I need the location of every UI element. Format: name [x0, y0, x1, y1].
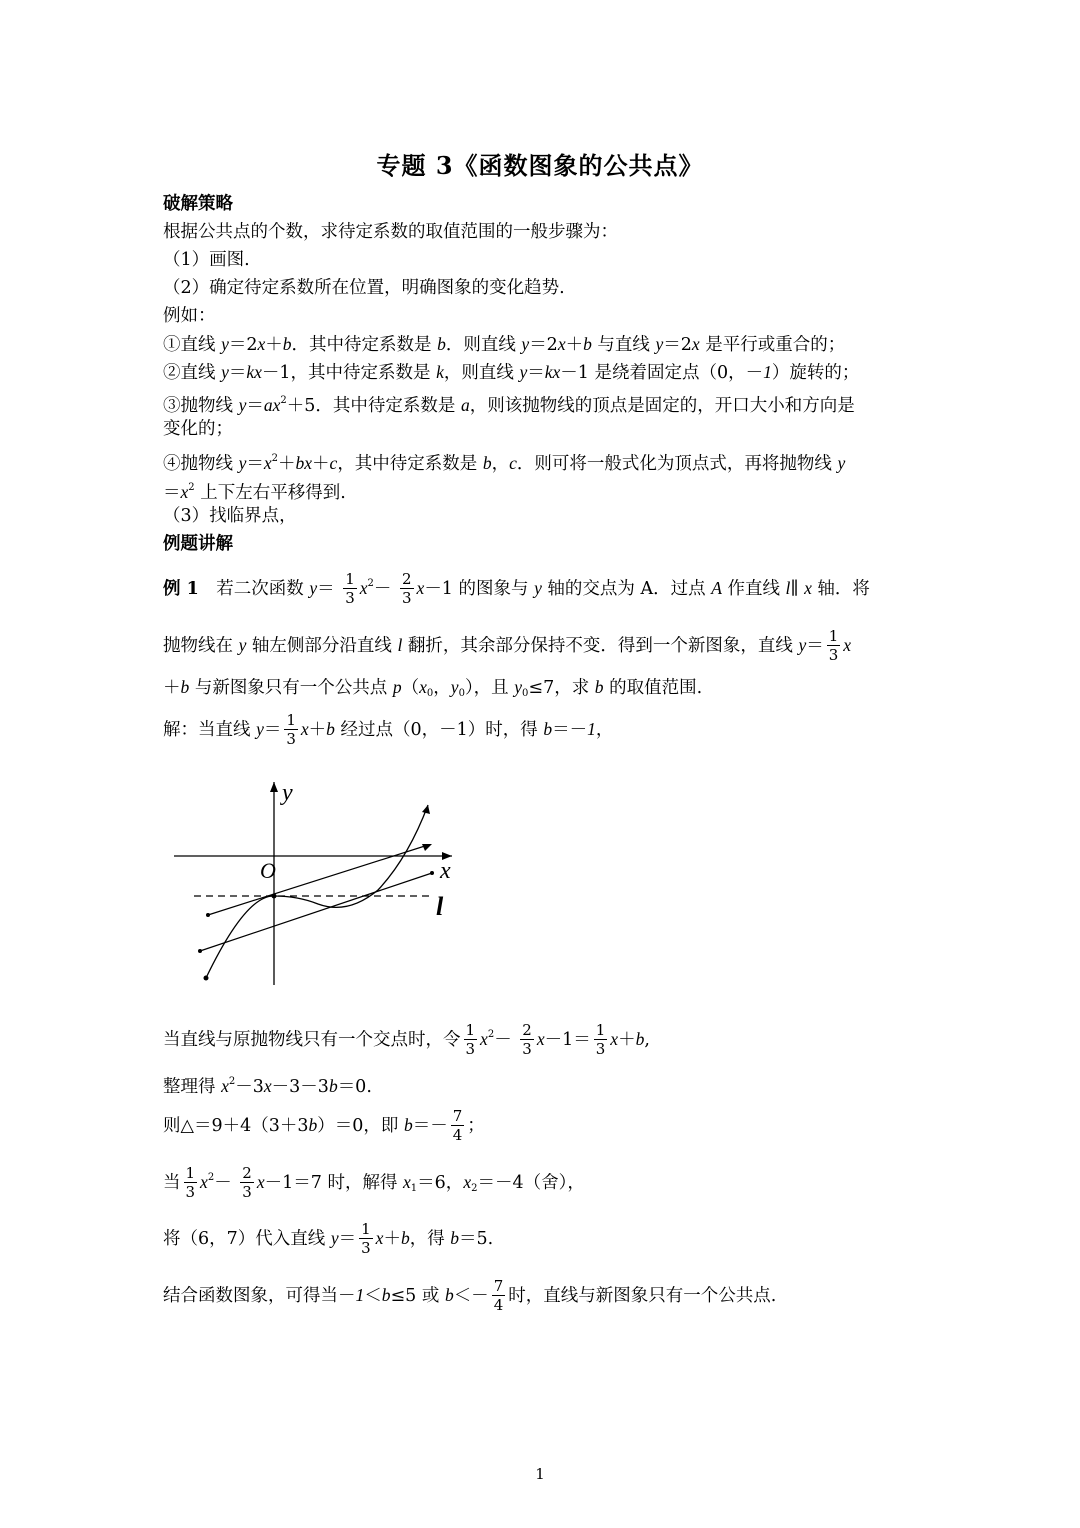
- curve-endpoint-dot: [204, 976, 209, 981]
- problem-line-2: 抛物线在 y 轴左侧部分沿直线 l 翻折，其余部分保持不变．得到一个新图象，直线 y＝ $\frac{1}{3}$ x: [163, 627, 852, 664]
- origin-label: O: [260, 858, 276, 883]
- solution-line-2: 当直线与原抛物线只有一个交点时，令 $\frac{1}{3}$ $x^2-$ $\frac{2}{3}$ x－1＝ $\frac{1}{3}$ x＋b,: [163, 1021, 650, 1058]
- point-a: [272, 894, 277, 899]
- example-item-3-cont: 变化的；: [163, 419, 233, 439]
- solution-line-1: 解：当直线 y＝ $\frac{1}{3}$ x＋b 经过点（0，－1）时，得 b＝－1，: [163, 711, 614, 748]
- strategy-step-1: （1）画图.: [163, 250, 250, 270]
- line-endpoint-dot: [206, 913, 210, 917]
- strategy-intro: 根据公共点的个数，求待定系数的取值范围的一般步骤为：: [163, 222, 618, 242]
- strategy-step-2: （2）确定待定系数所在位置，明确图象的变化趋势.: [163, 278, 565, 298]
- tangent-line: [200, 873, 432, 951]
- solution-line-4: 则△＝9＋4（3＋3b）＝0，即 b＝－ $\frac{7}{4}$ ；: [163, 1107, 485, 1144]
- for-example-label: 例如：: [163, 306, 216, 326]
- solution-line-3: 整理得 $x^2-3x-3-3b=0$.: [163, 1076, 372, 1097]
- strategy-heading: 破解策略: [163, 194, 233, 214]
- new-graph-curve: [206, 805, 428, 978]
- problem-line-3: ＋b 与新图象只有一个公共点 $p(x_0$，$y_0$），且 $y_0\le 7$，求 b 的取值范围.: [163, 677, 703, 699]
- solution-line-6: 将（6，7）代入直线 y＝ $\frac{1}{3}$ x＋b，得 b＝5.: [163, 1220, 494, 1257]
- line-endpoint-dot: [430, 871, 434, 875]
- example-item-4-cont: $=x^2$ 上下左右平移得到.: [163, 482, 346, 503]
- example-item-2: ②直线 y＝kx－1，其中待定系数是 k，则直线 y＝kx－1 是绕着固定点（0，－1）旋转的；: [163, 362, 860, 383]
- solution-line-5: 当 $\frac{1}{3}$ $x^2-$ $\frac{2}{3}$ x－1＝7 时，解得 $x_1=6$，$x_2=-4$（舍），: [163, 1164, 585, 1201]
- strategy-step-3: （3）找临界点，: [163, 506, 297, 526]
- y-axis-label: y: [282, 780, 293, 806]
- example-item-1: ①直线 y＝2x＋b．其中待定系数是 b．则直线 y＝2x＋b 与直线 y＝2x 是平行或重合的；: [163, 334, 846, 355]
- function-graph: [160, 770, 460, 990]
- curve-arrow-icon: [422, 805, 430, 814]
- solution-conclusion: 结合函数图象，可得当－1＜b≤5 或 b＜－ $\frac{7}{4}$ 时，直线与新图象只有一个公共点.: [163, 1277, 777, 1314]
- x-axis-label: x: [440, 858, 451, 884]
- line-l-label: l: [436, 892, 444, 921]
- line-arrow-icon: [422, 844, 432, 851]
- y-axis-arrow-icon: [270, 782, 278, 792]
- line-endpoint-dot: [198, 949, 202, 953]
- page-title: 专题 3《函数图象的公共点》: [376, 151, 704, 180]
- examples-heading: 例题讲解: [163, 534, 233, 554]
- example-item-3: ③抛物线 $y=ax^2+5$．其中待定系数是 a，则该抛物线的顶点是固定的，开口大小和方向是: [163, 395, 855, 416]
- page-number: 1: [535, 1465, 545, 1483]
- example-item-4: ④抛物线 $y=x^2+bx+c$，其中待定系数是 b，c．则可将一般式化为顶点式，再将抛物线 y: [163, 453, 846, 474]
- problem-line-1: 例 1 若二次函数 y＝ $\frac{1}{3}$ $x^2-$ $\frac{2}{3}$ x－1 的图象与 y 轴的交点为 A．过点 A 作直线 l∥ x 轴．将: [163, 570, 870, 607]
